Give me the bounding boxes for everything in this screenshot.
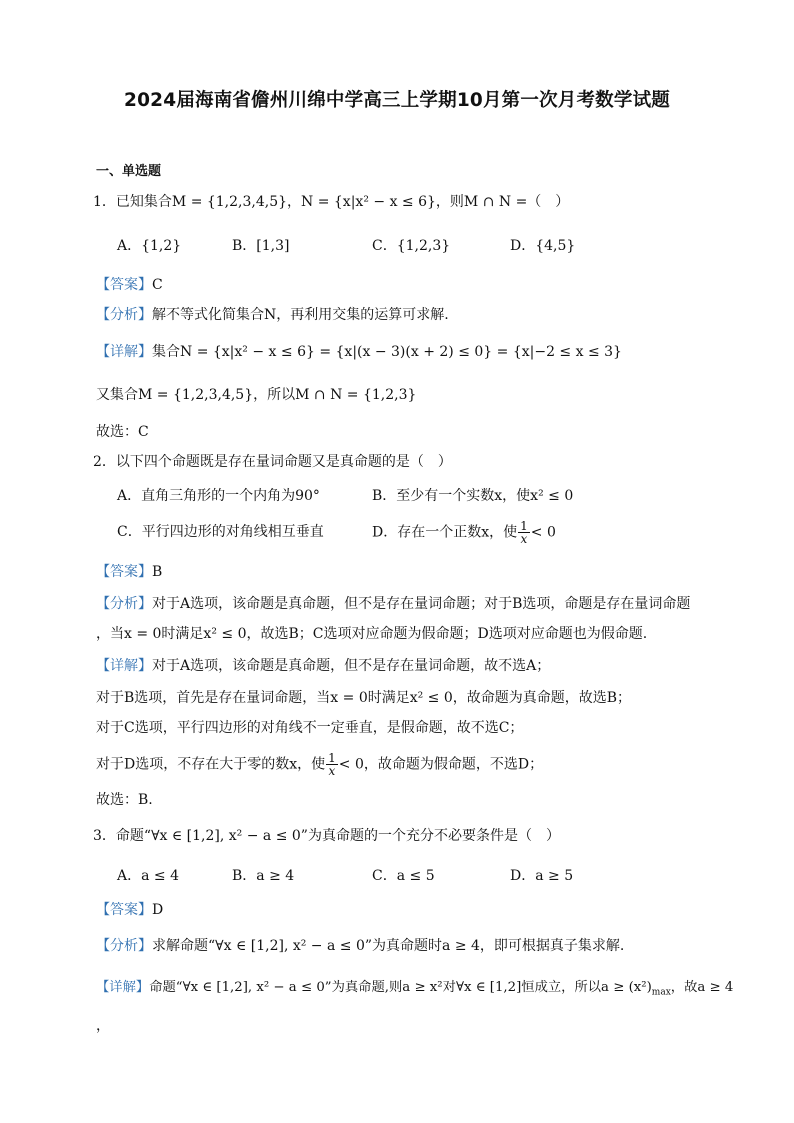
q1-answer-line [96,275,163,295]
analysis-tag: 【分析】 [96,938,152,954]
fraction-numerator: 1 [328,751,336,765]
q2-detail-4-tail: < 0，故命题为假命题，不选D； [338,756,544,773]
q2-detail-4-text: 对于D选项，不存在大于零的数x，使 [96,756,326,773]
q3-answer: D [152,902,164,918]
fraction-one-over-x [326,752,338,777]
q2-option-c: C．平行四边形的对角线相互垂直 [117,524,324,540]
fraction-numerator: 1 [520,519,528,533]
q3-option-c: C．a ≤ 5 [372,868,435,884]
detail-tag: 【详解】 [96,980,150,995]
q2-analysis-line-2: ，当x = 0时满足x² ≤ 0，故选B；C选项对应命题为假命题；D选项对应命题也为假命题. [96,626,648,642]
q1-conclusion: 故选：C [96,424,149,440]
q3-option-d: D．a ≥ 5 [510,868,574,884]
q1-option-d: D．{4,5} [510,238,576,254]
q3-analysis-line [96,936,624,956]
q1-detail-line-2: 又集合M = {1,2,3,4,5}，所以M ∩ N = {1,2,3} [96,387,417,403]
fraction-denominator: x [328,764,336,778]
answer-tag: 【答案】 [96,564,152,580]
q1-answer: C [152,277,163,293]
q2-answer-line [96,562,162,582]
fraction-denominator: x [520,532,528,546]
question-1-stem: 1．已知集合M = {1,2,3,4,5}，N = {x|x² − x ≤ 6}，则M ∩ N =（ ） [93,194,570,210]
question-2-stem: 2．以下四个命题既是存在量词命题又是真命题的是（ ） [93,454,452,470]
answer-tag: 【答案】 [96,902,152,918]
q2-option-d [372,520,556,545]
q3-analysis: 求解命题“∀x ∈ [1,2], x² − a ≤ 0”为真命题时a ≥ 4，即可根据真子集求解. [152,938,625,954]
analysis-tag: 【分析】 [96,596,152,612]
section-heading: 一、单选题 [96,164,162,179]
analysis-tag: 【分析】 [96,307,152,323]
q3-detail-end: ，故a ≥ 4 [670,980,734,995]
fraction-one-over-x [518,520,530,545]
q1-analysis-line [96,305,449,325]
q2-analysis-line [96,594,690,614]
q3-tail-comma: ， [96,1018,110,1034]
q1-analysis: 解不等式化简集合N，再利用交集的运算可求解. [152,307,449,323]
q1-option-c: C．{1,2,3} [372,238,451,254]
q2-option-a: A．直角三角形的一个内角为90° [117,488,320,504]
q3-detail-line [96,978,733,1003]
detail-tag: 【详解】 [96,344,152,360]
q2-option-d-tail: < 0 [530,524,556,541]
q2-detail-line [96,656,550,676]
q3-answer-line [96,900,163,920]
q3-option-a: A．a ≤ 4 [117,868,179,884]
q1-detail-line [96,342,622,362]
q1-option-a: A．{1,2} [117,238,182,254]
detail-tag: 【详解】 [96,658,152,674]
q2-conclusion: 故选：B. [96,792,153,808]
q2-analysis-1: 对于A选项，该命题是真命题，但不是存在量词命题；对于B选项，命题是存在量词命题 [152,596,691,612]
q2-answer: B [152,564,163,580]
q3-option-b: B．a ≥ 4 [232,868,295,884]
q2-detail-line-3: 对于C选项，平行四边形的对角线不一定垂直，是假命题，故不选C； [96,720,524,736]
max-subscript: max [651,987,671,998]
q2-option-b: B．至少有一个实数x，使x² ≤ 0 [372,488,574,504]
answer-tag: 【答案】 [96,277,152,293]
q2-option-d-text: D．存在一个正数x，使 [372,524,518,541]
q1-option-b: B．[1,3] [232,238,290,254]
q2-detail-line-2: 对于B选项，首先是存在量词命题，当x = 0时满足x² ≤ 0，故命题为真命题，故选B； [96,690,632,706]
document-title: 2024届海南省儋州川绵中学高三上学期10月第一次月考数学试题 [124,90,670,111]
q2-detail-1: 对于A选项，该命题是真命题，但不是存在量词命题，故不选A； [152,658,551,674]
question-3-stem: 3．命题“∀x ∈ [1,2], x² − a ≤ 0”为真命题的一个充分不必要条件是（ ） [93,828,560,844]
q1-detail: 集合N = {x|x² − x ≤ 6} = {x|(x − 3)(x + 2) ≤ 0} = {x|−2 ≤ x ≤ 3} [152,344,622,360]
q3-detail: 命题“∀x ∈ [1,2], x² − a ≤ 0”为真命题,则a ≥ x²对∀x ∈ [1,2]恒成立，所以a ≥ (x²) [149,980,652,995]
q2-detail-line-4 [96,752,543,777]
